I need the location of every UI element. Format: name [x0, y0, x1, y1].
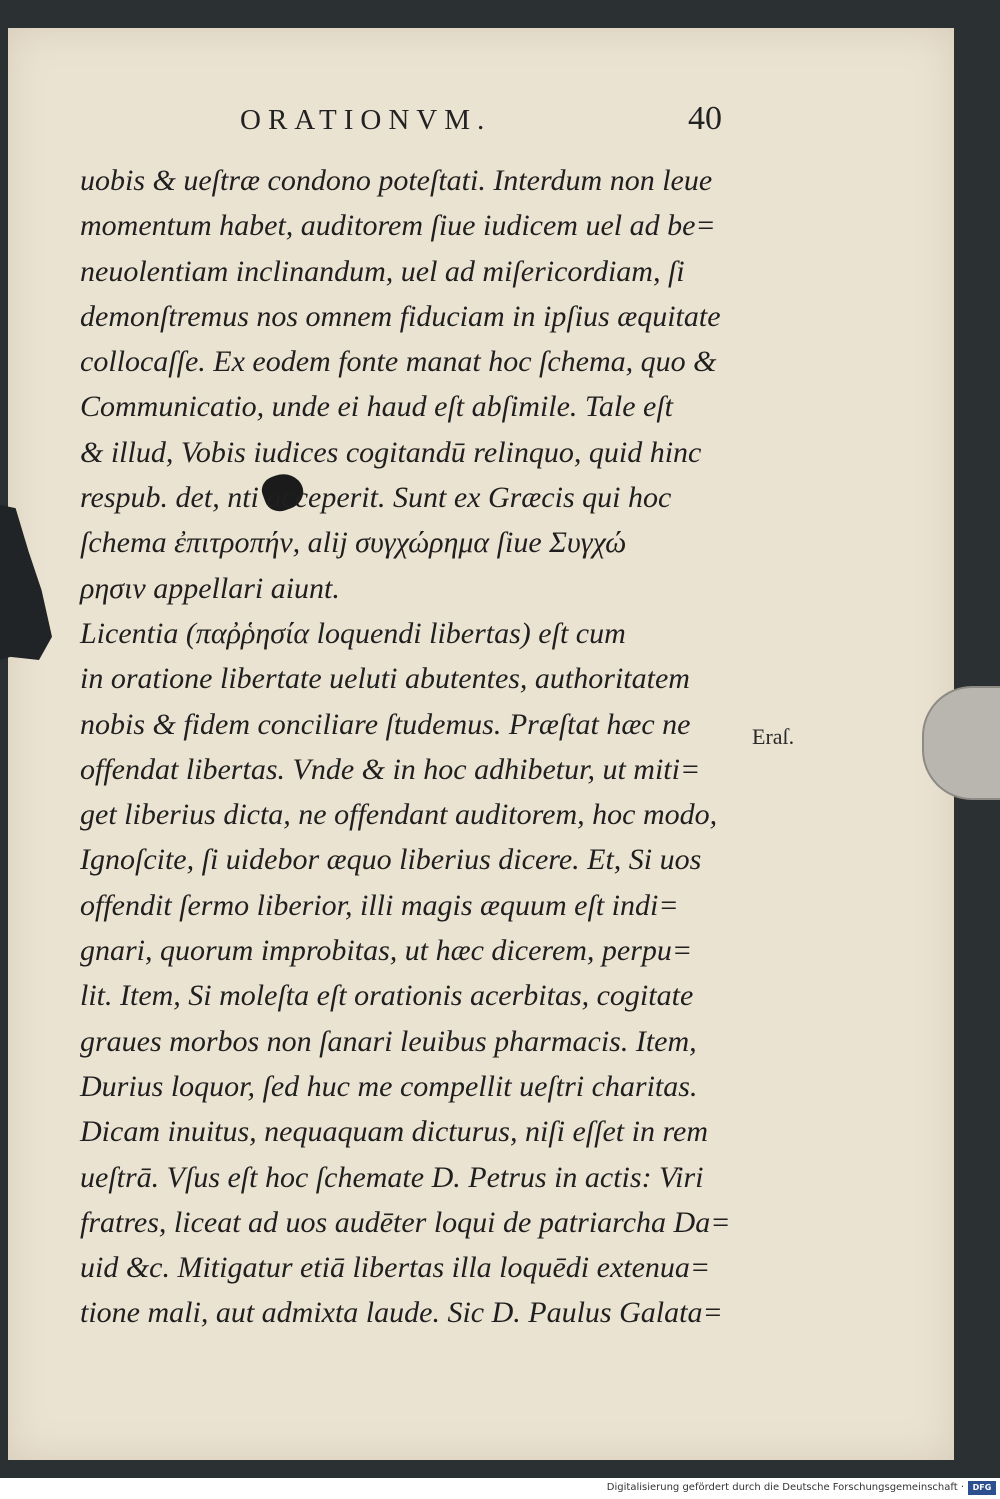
text-line: demonſtremus nos omnem fiduciam in ipſius æquitate — [80, 299, 721, 333]
text-line: Ignoſcite, ſi uidebor æquo liberius dicere. Et, Si uos — [80, 843, 702, 877]
body-text — [80, 158, 740, 1336]
text-line: in oratione libertate ueluti abutentes, authoritatem — [80, 662, 690, 696]
page-clip-tab — [922, 686, 1000, 800]
text-line: & illud, Vobis iudices cogitandū relinquo, quid hinc — [80, 435, 702, 469]
text-line: nobis & fidem conciliare ſtudemus. Præſtat hæc ne — [80, 707, 691, 741]
running-head: ORATIONVM. — [240, 104, 492, 136]
text-line: uid &c. Mitigatur etiā libertas illa loquēdi extenua= — [80, 1251, 711, 1285]
dfg-logo-icon[interactable]: DFG — [968, 1481, 996, 1495]
text-line: offendit ſermo liberior, illi magis æquum eſt indi= — [80, 888, 679, 922]
text-line: get liberius dicta, ne offendant auditorem, hoc modo, — [80, 798, 718, 832]
text-line: ſchema ἐπιτροπήν, alij συγχώρημα ſiue Συγχώ — [80, 526, 627, 560]
text-line: uobis & ueſtræ condono poteſtati. Interdum non leue — [80, 164, 713, 197]
text-line: gnari, quorum improbitas, ut hæc dicerem, perpu= — [80, 934, 693, 968]
text-line: neuolentiam inclinandum, uel ad miſericordiam, ſi — [80, 254, 685, 288]
text-line: graues morbos non ſanari leuibus pharmacis. Item, — [80, 1024, 697, 1058]
text-line: offendat libertas. Vnde & in hoc adhibetur, ut miti= — [80, 752, 701, 786]
text-line: ρησιν appellari aiunt. — [80, 571, 340, 605]
page-number: 40 — [688, 100, 722, 137]
text-line: fratres, liceat ad uos audēter loqui de patriarcha Da= — [80, 1205, 731, 1239]
text-line: momentum habet, auditorem ſiue iudicem uel ad be= — [80, 209, 716, 243]
text-line: Licentia (παῤῥησία loquendi libertas) eſt cum — [80, 616, 626, 650]
text-line: respub. det, nti acceperit. Sunt ex Græcis qui hoc — [80, 481, 672, 515]
footer-credit: Digitalisierung gefördert durch die Deutsche Forschungsgemeinschaft · — [606, 1482, 964, 1493]
text-line: collocaſſe. Ex eodem fonte manat hoc ſchema, quo & — [80, 345, 717, 379]
text-line: ueſtrā. Vſus eſt hoc ſchemate D. Petrus in actis: Viri — [80, 1160, 704, 1194]
footer-bar — [0, 1478, 1000, 1499]
text-line: Durius loquor, ſed huc me compellit ueſtri charitas. — [80, 1069, 698, 1103]
text-line: Communicatio, unde ei haud eſt abſimile. Tale eſt — [80, 390, 673, 424]
text-line: lit. Item, Si moleſta eſt orationis acerbitas, cogitate — [80, 979, 694, 1013]
margin-note: Eraſ. — [752, 724, 795, 749]
text-line: tione mali, aut admixta laude. Sic D. Paulus Galata= — [80, 1296, 723, 1330]
text-line: Dicam inuitus, nequaquam dicturus, niſi eſſet in rem — [80, 1115, 708, 1149]
